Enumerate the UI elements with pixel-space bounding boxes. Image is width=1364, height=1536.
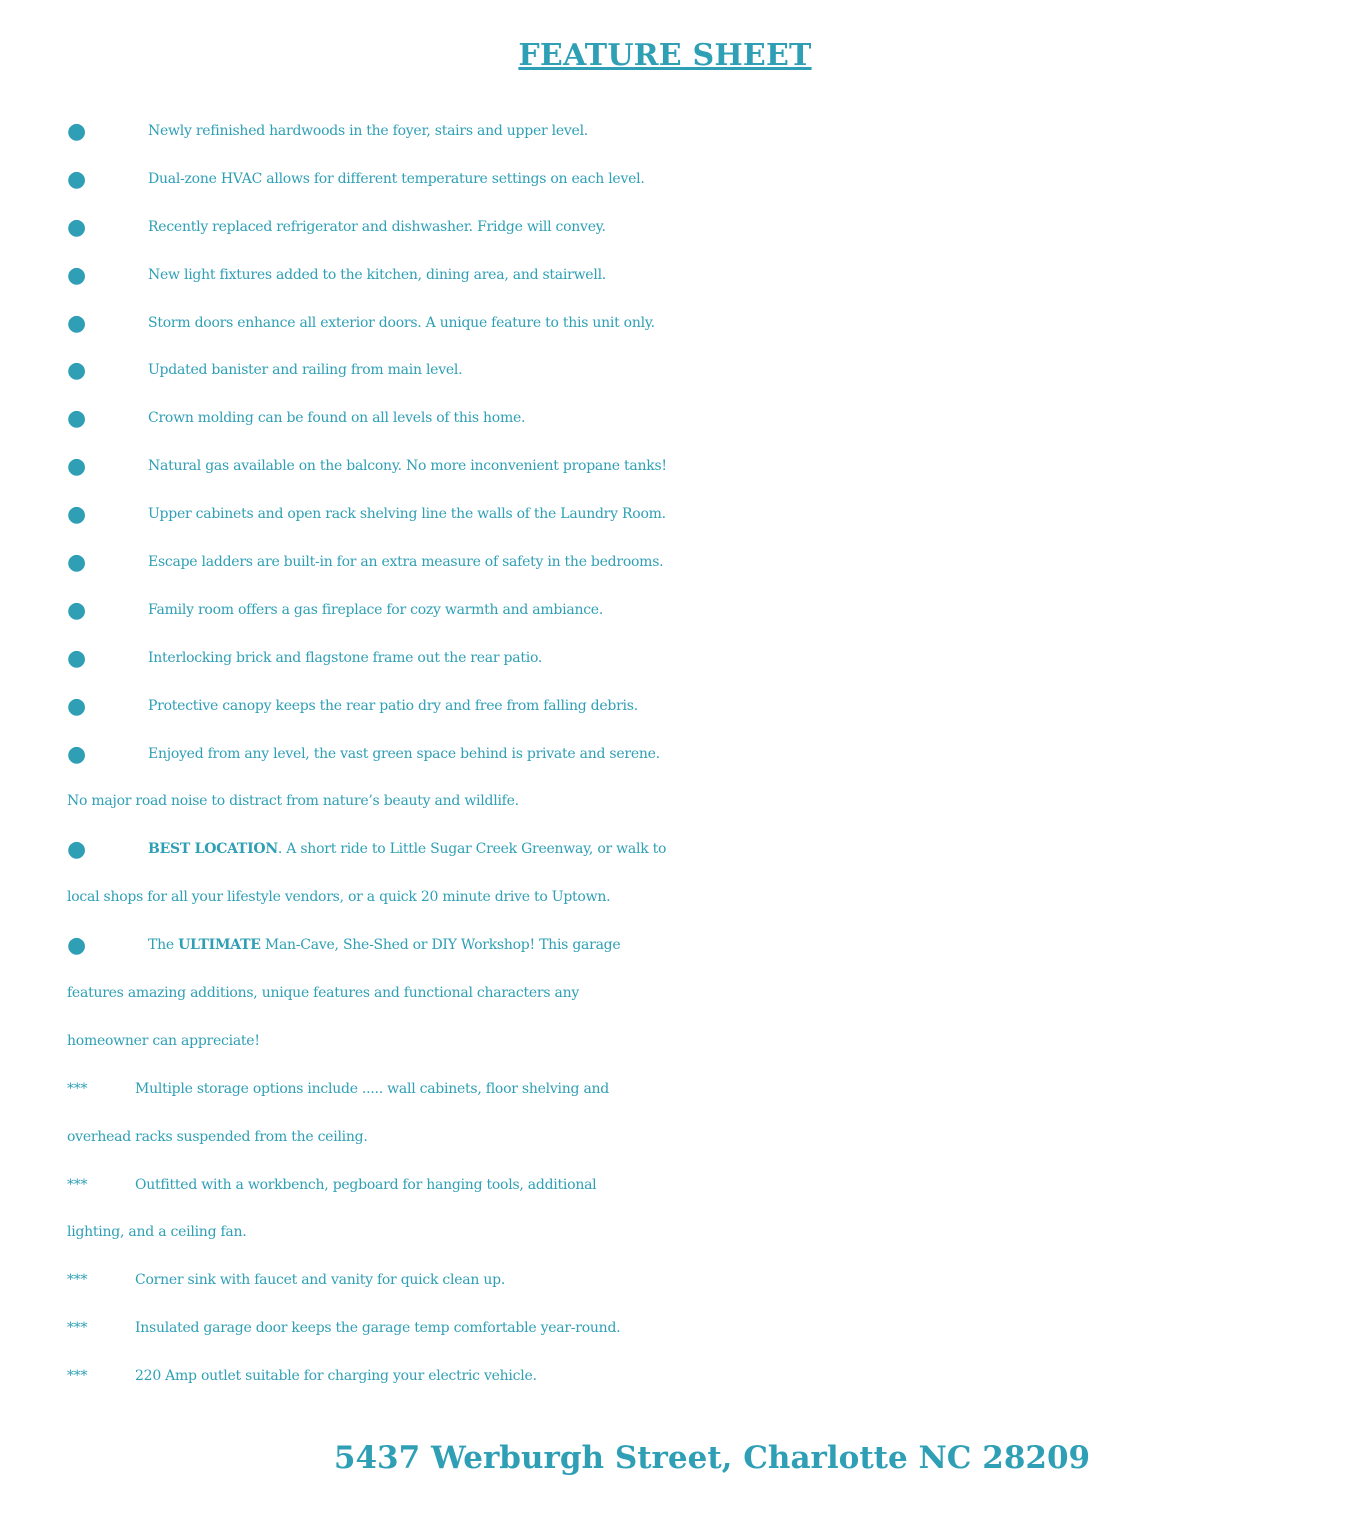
bullet-icon: ● <box>67 741 86 767</box>
garage-feature-item: *** 220 Amp outlet suitable for charging your electric vehicle. <box>67 1353 1317 1401</box>
list-item: ● Escape ladders are built-in for an extra measure of safety in the bedrooms. <box>67 539 1317 587</box>
list-item: ● New light fixtures added to the kitchen, dining area, and stairwell. <box>67 252 1317 300</box>
list-item-continuation: lighting, and a ceiling fan. <box>67 1224 247 1241</box>
list-item: ● Crown molding can be found on all levels of this home. <box>67 395 1317 443</box>
bullet-icon: ● <box>67 119 86 144</box>
garage-feature-item: *** Insulated garage door keeps the garage temp comfortable year-round. <box>67 1305 1317 1353</box>
list-item-continuation: local shops for all your lifestyle vendors, or a quick 20 minute drive to Uptown. <box>67 889 611 906</box>
list-item: ● Storm doors enhance all exterior doors. A unique feature to this unit only. <box>67 300 1317 348</box>
garage-feature-item: *** Corner sink with faucet and vanity for quick clean up. <box>67 1257 1317 1305</box>
bullet-icon: ● <box>67 358 86 384</box>
star-prefix: *** <box>67 1272 88 1289</box>
list-item: ● Upper cabinets and open rack shelving line the walls of the Laundry Room. <box>67 491 1317 539</box>
list-item: ● Newly refinished hardwoods in the foyer, stairs and upper level. <box>67 108 1317 156</box>
bullet-icon: ● <box>67 502 86 528</box>
star-prefix: *** <box>67 1368 88 1385</box>
property-address: 5437 Werburgh Street, Charlotte NC 28209 <box>333 1440 1091 1476</box>
list-item: ● Recently replaced refrigerator and dishwasher. Fridge will convey. <box>67 204 1317 252</box>
bullet-icon: ● <box>67 837 86 863</box>
bullet-icon: ● <box>67 166 86 192</box>
bullet-icon: ● <box>67 645 86 671</box>
list-item-continuation: homeowner can appreciate! <box>67 1032 260 1049</box>
star-prefix: *** <box>67 1320 88 1337</box>
bullet-icon: ● <box>67 310 86 336</box>
bullet-icon: ● <box>67 262 86 288</box>
list-item: ● Interlocking brick and flagstone frame out the rear patio. <box>67 635 1317 683</box>
list-item: ● Dual-zone HVAC allows for different temperature settings on each level. <box>67 156 1317 204</box>
list-item-green-space: ● Enjoyed from any level, the vast green space behind is private and serene. <box>67 731 1317 779</box>
bullet-icon: ● <box>67 550 86 576</box>
list-item-continuation: No major road noise to distract from nature’s beauty and wildlife. <box>67 793 519 810</box>
garage-emphasis: ULTIMATE <box>178 937 261 954</box>
list-item: ● Updated banister and railing from main level. <box>67 347 1317 395</box>
list-item: ● Family room offers a gas fireplace for cozy warmth and ambiance. <box>67 587 1317 635</box>
feature-list <box>67 108 1317 1401</box>
star-prefix: *** <box>67 1080 88 1097</box>
page-title: FEATURE SHEET <box>518 38 812 73</box>
star-prefix: *** <box>67 1176 88 1193</box>
bullet-icon: ● <box>67 406 86 432</box>
garage-feature-item: *** Multiple storage options include ..... wall cabinets, floor shelving and <box>67 1066 1317 1114</box>
list-item: ● Protective canopy keeps the rear patio dry and free from falling debris. <box>67 683 1317 731</box>
bullet-icon: ● <box>67 597 86 623</box>
bullet-icon: ● <box>67 214 86 240</box>
garage-feature-item: *** Outfitted with a workbench, pegboard for hanging tools, additional <box>67 1162 1317 1210</box>
bullet-icon: ● <box>67 933 86 959</box>
list-item-location: ● BEST LOCATION. A short ride to Little Sugar Creek Greenway, or walk to <box>67 826 1317 874</box>
location-emphasis: BEST LOCATION <box>148 841 278 858</box>
bullet-icon: ● <box>67 454 86 480</box>
list-item-continuation: features amazing additions, unique features and functional characters any <box>67 985 579 1002</box>
list-item-continuation: overhead racks suspended from the ceiling. <box>67 1128 368 1145</box>
bullet-icon: ● <box>67 693 86 719</box>
list-item-garage: ● The ULTIMATE Man-Cave, She-Shed or DIY Workshop! This garage <box>67 922 1317 970</box>
list-item: ● Natural gas available on the balcony. No more inconvenient propane tanks! <box>67 443 1317 491</box>
